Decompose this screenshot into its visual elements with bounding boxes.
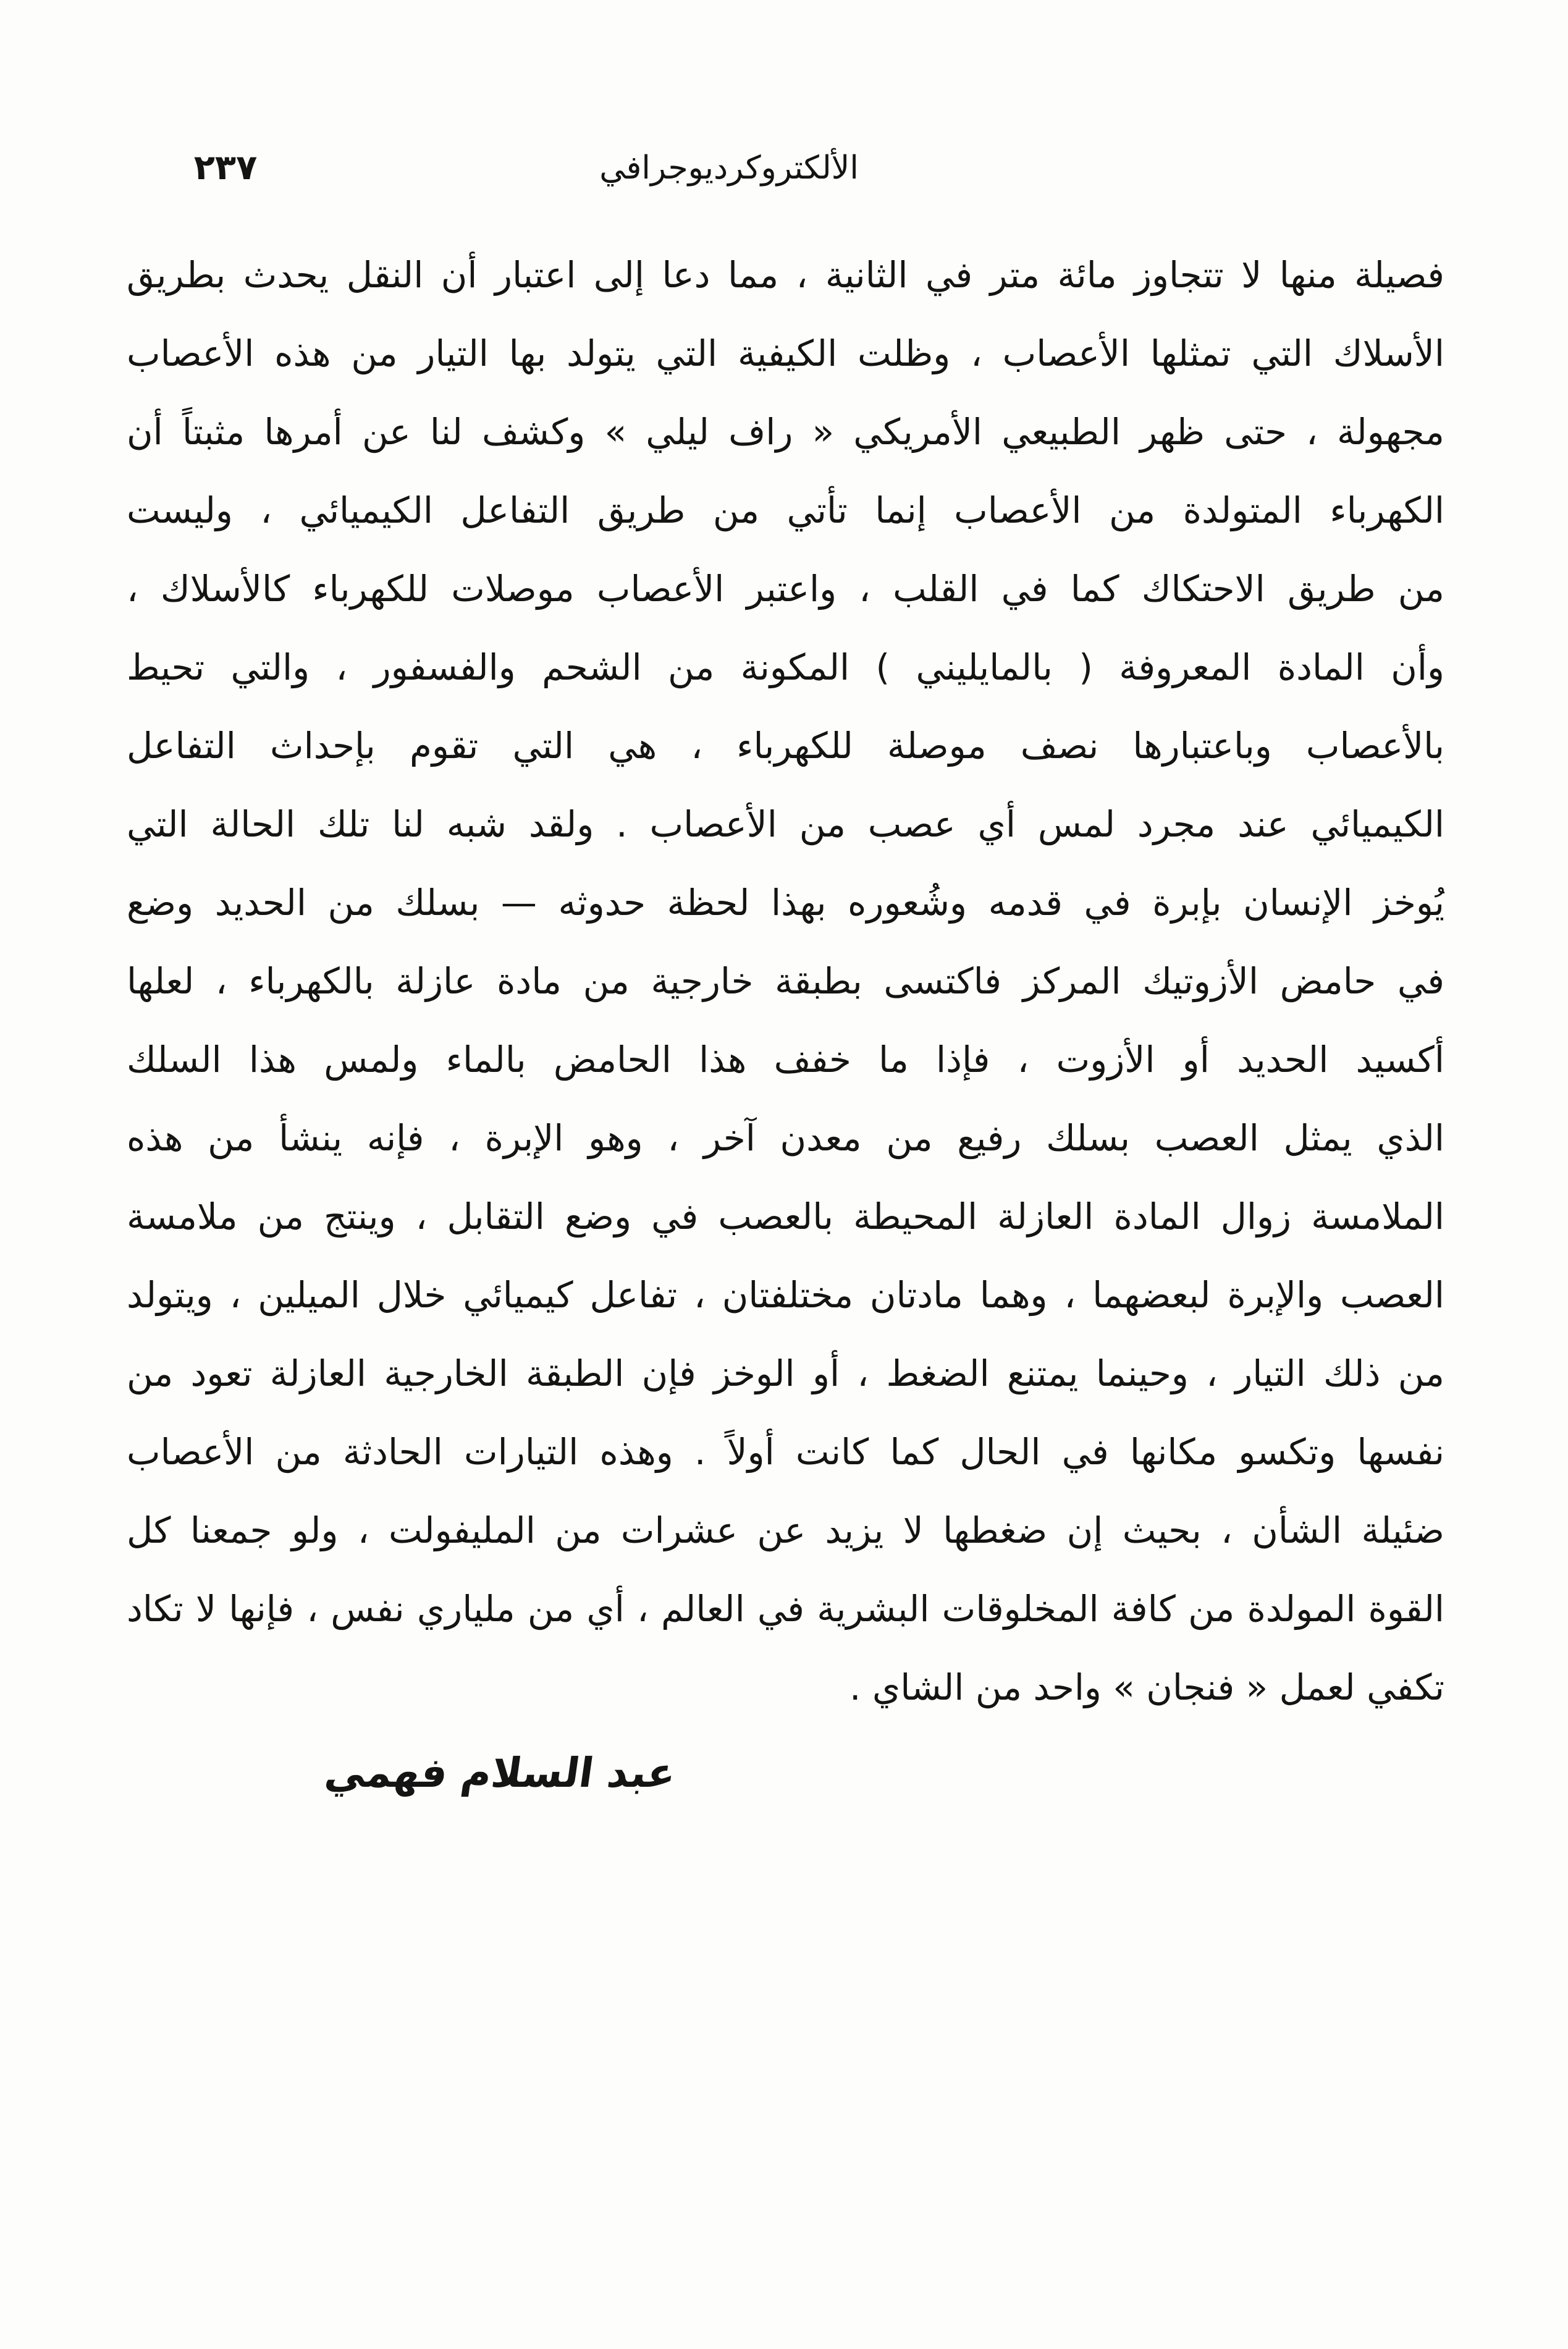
text-line: بالأعصاب وباعتبارها نصف موصلة للكهرباء ، هي التي تقوم بإحداث التفاعل (127, 725, 1444, 767)
text-line: وأن المادة المعروفة ( بالمايليني ) المكونة من الشحم والفسفور ، والتي تحيط (127, 646, 1444, 688)
text-line: يُوخز الإنسان بإبرة في قدمه وشُعوره بهذا لحظة حدوثه — بسلك من الحديد وضع (127, 882, 1444, 924)
body-text (127, 236, 1444, 1727)
text-line: ضئيلة الشأن ، بحيث إن ضغطها لا يزيد عن عشرات من المليفولت ، ولو جمعنا كل (127, 1509, 1444, 1551)
author-signature: عبد السلام فهمي (322, 1749, 679, 1797)
text-line: نفسها وتكسو مكانها في الحال كما كانت أولاً . وهذه التيارات الحادثة من الأعصاب (127, 1431, 1444, 1473)
text-line: الملامسة زوال المادة العازلة المحيطة بالعصب في وضع التقابل ، وينتج من ملامسة (127, 1196, 1444, 1238)
text-line: أكسيد الحديد أو الأزوت ، فإذا ما خفف هذا الحامض بالماء ولمس هذا السلك (127, 1039, 1444, 1081)
text-line-last: تكفي لعمل « فنجان » واحد من الشاي . (849, 1666, 1444, 1708)
text-line: القوة المولدة من كافة المخلوقات البشرية في العالم ، أي من ملياري نفس ، فإنها لا تكاد (127, 1588, 1444, 1630)
running-title: الألكتروكرديوجرافي (599, 150, 859, 187)
page-number: ٢٣٧ (193, 148, 258, 188)
text-line: من ذلك التيار ، وحينما يمتنع الضغط ، أو الوخز فإن الطبقة الخارجية العازلة تعود من (127, 1352, 1444, 1394)
text-line: الأسلاك التي تمثلها الأعصاب ، وظلت الكيفية التي يتولد بها التيار من هذه الأعصاب (127, 332, 1444, 374)
text-line: من طريق الاحتكاك كما في القلب ، واعتبر الأعصاب موصلات للكهرباء كالأسلاك ، (127, 568, 1444, 610)
text-line: الكهرباء المتولدة من الأعصاب إنما تأتي من طريق التفاعل الكيميائي ، وليست (127, 489, 1444, 531)
text-line: في حامض الأزوتيك المركز فاكتسى بطبقة خارجية من مادة عازلة بالكهرباء ، لعلها (127, 960, 1444, 1002)
text-line: العصب والإبرة لبعضهما ، وهما مادتان مختلفتان ، تفاعل كيميائي خلال الميلين ، ويتولد (127, 1274, 1444, 1316)
text-line: الذي يمثل العصب بسلك رفيع من معدن آخر ، وهو الإبرة ، فإنه ينشأ من هذه (127, 1117, 1444, 1159)
text-line: مجهولة ، حتى ظهر الطبيعي الأمريكي « راف ليلي » وكشف لنا عن أمرها مثبتاً أن (127, 411, 1444, 453)
text-line: فصيلة منها لا تتجاوز مائة متر في الثانية ، مما دعا إلى اعتبار أن النقل يحدث بطريق (127, 254, 1444, 296)
text-line: الكيميائي عند مجرد لمس أي عصب من الأعصاب . ولقد شبه لنا تلك الحالة التي (127, 803, 1444, 845)
